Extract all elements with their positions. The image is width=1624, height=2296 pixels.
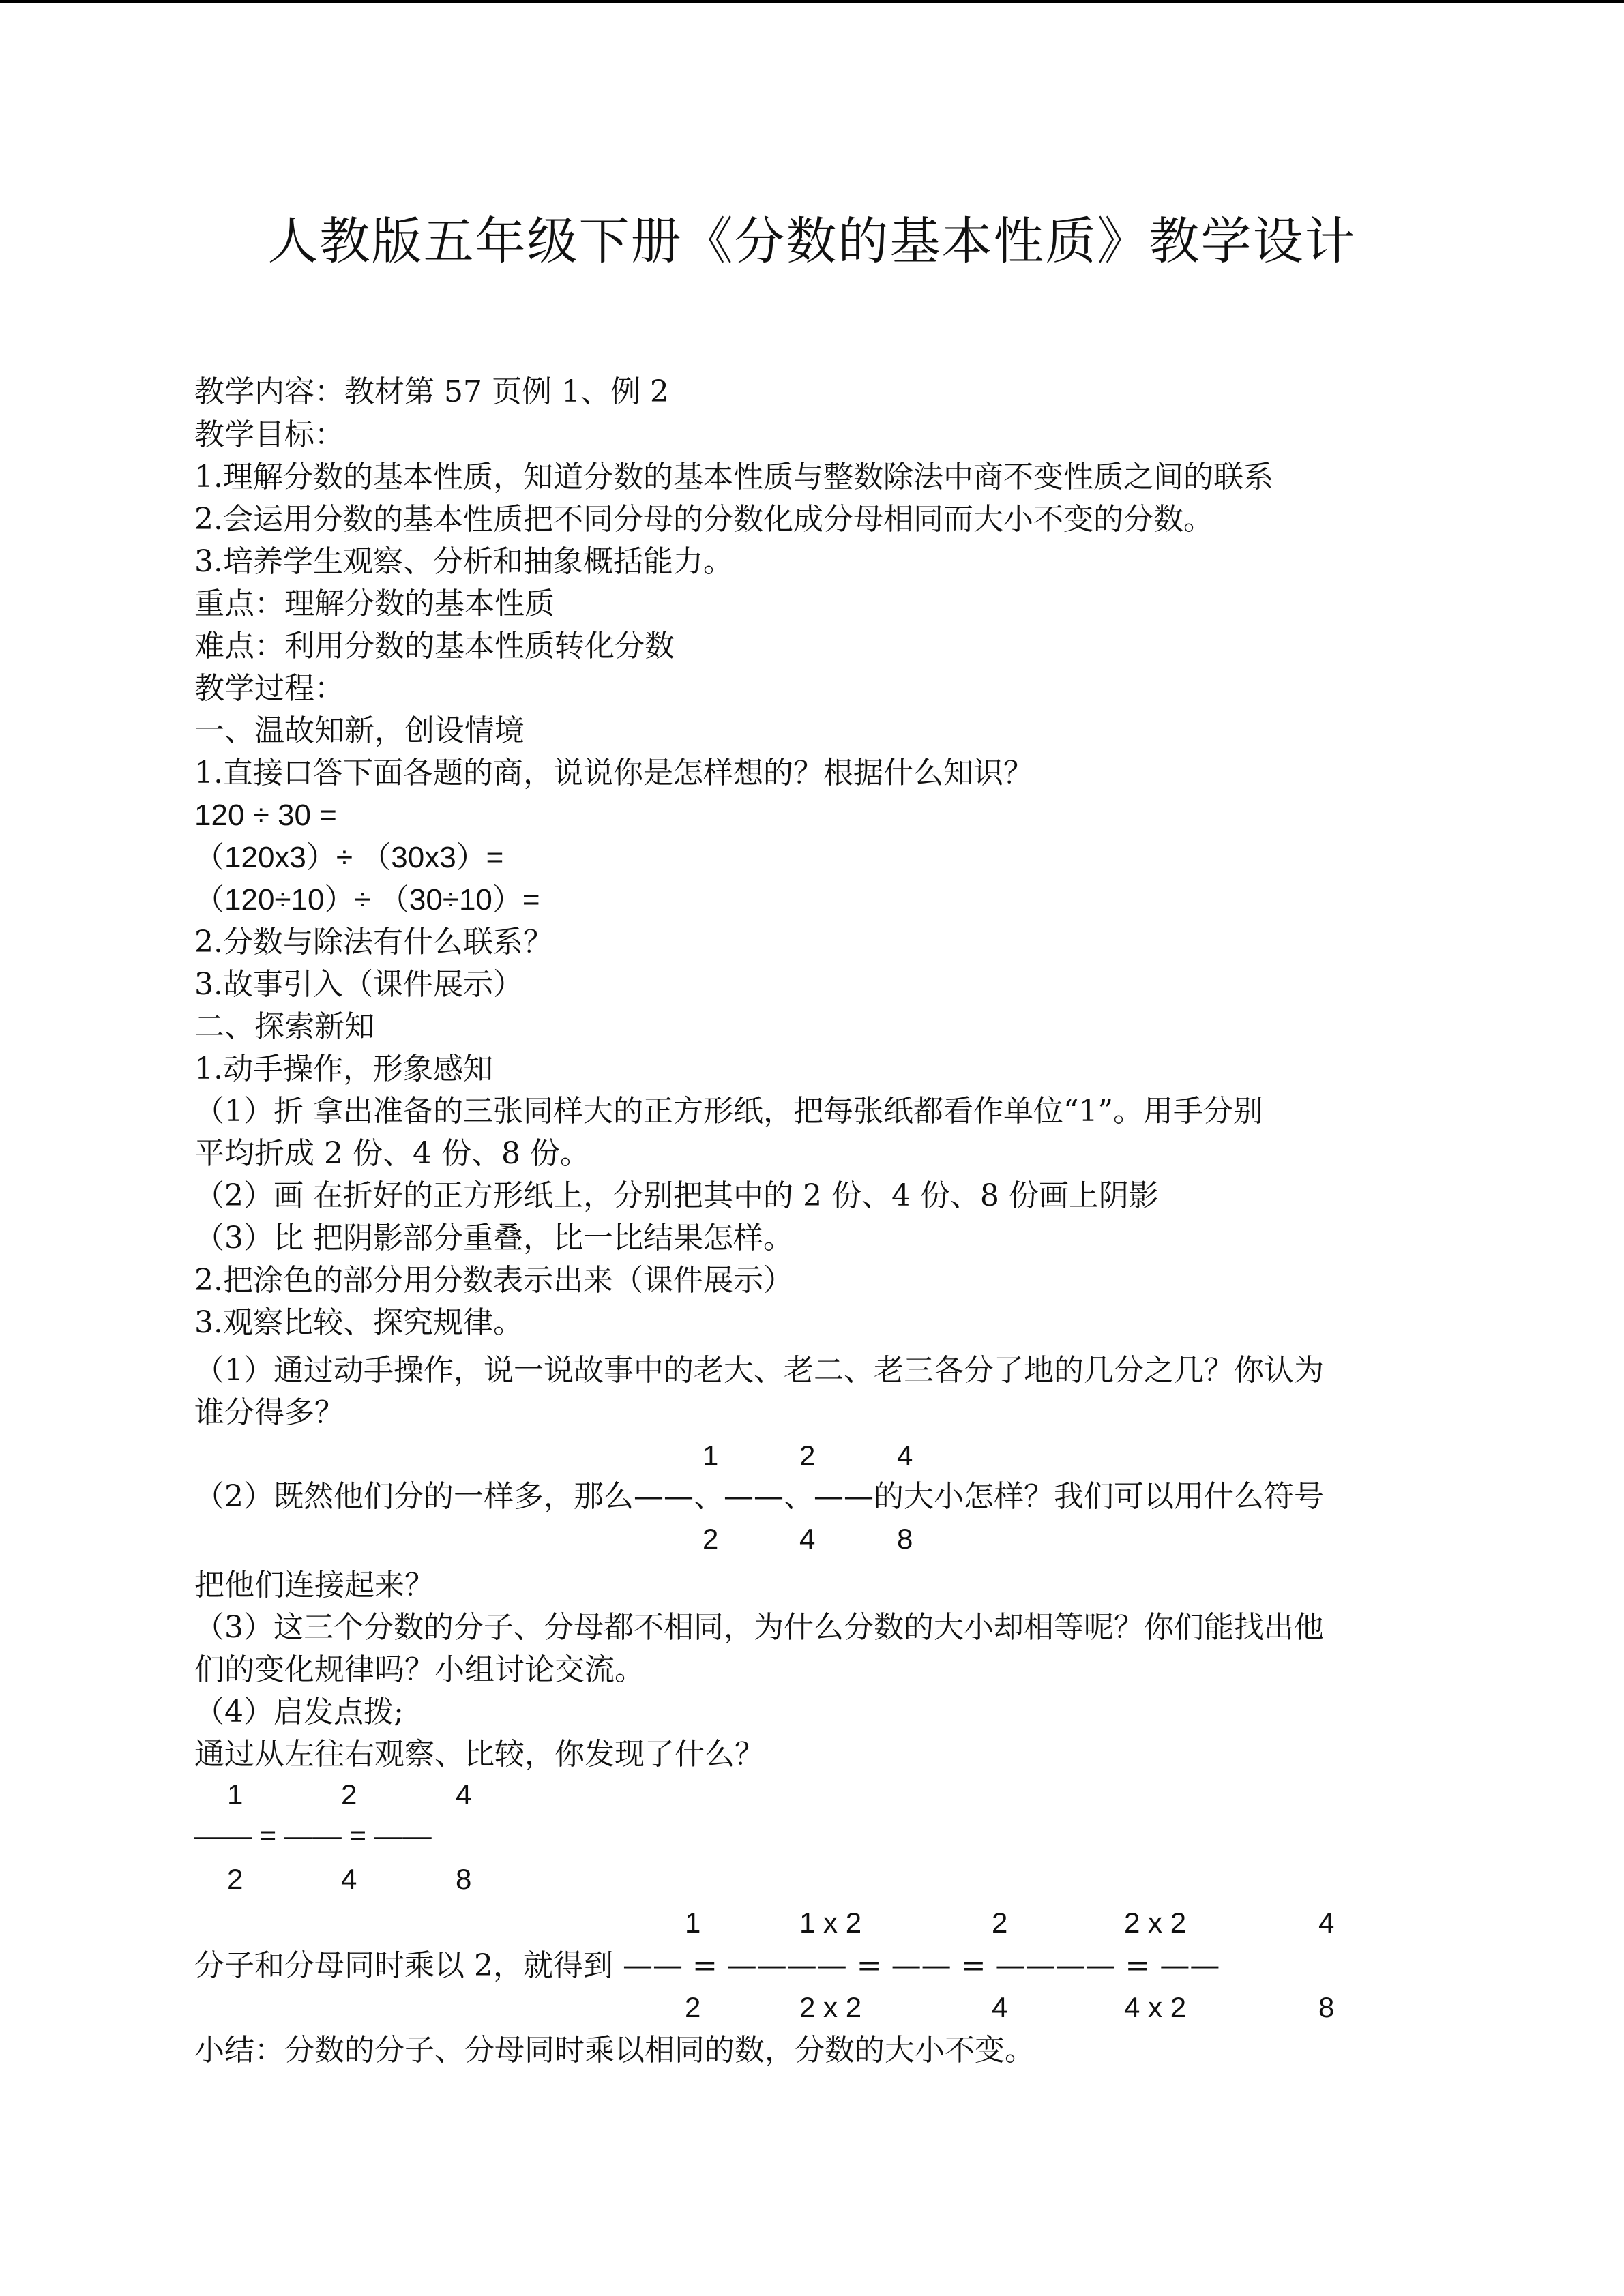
observation-3-line-2: 们的变化规律吗？小组讨论交流。 <box>194 1652 645 1687</box>
fraction-numerator: 1 <box>703 1440 719 1472</box>
step-1: 1.动手操作，形象感知 <box>194 1052 493 1086</box>
calculation-3: （120÷10）÷ （30÷10）= <box>194 883 540 916</box>
fraction-denominator: 2 <box>685 1991 701 2023</box>
fraction-numerator: 4 <box>1318 1907 1335 1939</box>
section-2-heading: 二、探索新知 <box>194 1009 374 1044</box>
fraction-numerator: 1 <box>685 1907 701 1939</box>
observe-prompt: 通过从左往右观察、比较，你发现了什么？ <box>194 1737 765 1772</box>
calculation-2: （120x3）÷ （30x3）= <box>194 841 504 874</box>
fraction-denominator: 2 <box>227 1863 243 1895</box>
fraction-denominator: 4 x 2 <box>1124 1991 1187 2023</box>
fraction-numerator: 2 <box>799 1440 816 1472</box>
step-3: 3.观察比较、探究规律。 <box>194 1305 523 1340</box>
fraction-denominator: 4 <box>992 1991 1008 2023</box>
observation-1-line-2: 谁分得多？ <box>194 1395 344 1430</box>
multiply-equation: 分子和分母同时乘以 2，就得到 —— = ———— = —— = ———— = —— <box>194 1948 1220 1983</box>
fraction-denominator: 8 <box>1318 1991 1335 2023</box>
key-point: 重点：理解分数的基本性质 <box>194 586 555 621</box>
observation-2-line-1: （2）既然他们分的一样多，那么——、——、——的大小怎样？我们可以用什么符号 <box>194 1479 1324 1514</box>
document-title: 人教版五年级下册《分数的基本性质》教学设计 <box>267 212 1357 271</box>
fraction-denominator: 8 <box>897 1523 913 1555</box>
goal-2: 2.会运用分数的基本性质把不同分母的分数化成分母相同而大小不变的分数。 <box>194 502 1213 537</box>
fraction-numerator: 4 <box>897 1440 913 1472</box>
fold-step-line-1: （1）折 拿出准备的三张同样大的正方形纸，把每张纸都看作单位“1”。用手分别 <box>194 1094 1263 1129</box>
difficulty: 难点：利用分数的基本性质转化分数 <box>194 629 675 664</box>
fraction-numerator: 2 <box>341 1778 357 1810</box>
observation-4: （4）启发点拨; <box>194 1695 404 1729</box>
fraction-denominator: 2 x 2 <box>799 1991 862 2023</box>
fold-step-line-2: 平均折成 2 份、4 份、8 份。 <box>194 1136 590 1171</box>
observation-2-line-2: 把他们连接起来？ <box>194 1568 434 1602</box>
fraction-numerator: 2 x 2 <box>1124 1907 1187 1939</box>
summary: 小结：分数的分子、分母同时乘以相同的数，分数的大小不变。 <box>194 2033 1035 2068</box>
fraction-denominator: 8 <box>456 1863 472 1895</box>
fraction-denominator: 4 <box>341 1863 357 1895</box>
equal-fractions-bar: —— = —— = —— <box>194 1819 432 1851</box>
fraction-denominator: 4 <box>799 1523 816 1555</box>
observation-3-line-1: （3）这三个分数的分子、分母都不相同，为什么分数的大小却相等呢？你们能找出他 <box>194 1610 1324 1645</box>
fraction-denominator: 2 <box>703 1523 719 1555</box>
question-2: 2.分数与除法有什么联系？ <box>194 925 553 959</box>
fraction-numerator: 1 <box>227 1778 243 1810</box>
question-1: 1.直接口答下面各题的商，说说你是怎样想的？根据什么知识？ <box>194 756 1033 790</box>
fraction-numerator: 4 <box>456 1778 472 1810</box>
section-1-heading: 一、温故知新，创设情境 <box>194 713 525 748</box>
fraction-numerator: 1 x 2 <box>799 1907 862 1939</box>
calculation-1: 120 ÷ 30 = <box>194 799 337 832</box>
compare-step: （3）比 把阴影部分重叠，比一比结果怎样。 <box>194 1221 793 1255</box>
observation-1-line-1: （1）通过动手操作，说一说故事中的老大、老二、老三各分了地的几分之几？你认为 <box>194 1353 1324 1388</box>
teaching-content: 教学内容：教材第 57 页例 1、例 2 <box>194 374 669 409</box>
draw-step: （2）画 在折好的正方形纸上，分别把其中的 2 份、4 份、8 份画上阴影 <box>194 1178 1159 1213</box>
process-heading: 教学过程： <box>194 671 344 706</box>
step-2: 2.把涂色的部分用分数表示出来（课件展示） <box>194 1263 793 1298</box>
goal-1: 1.理解分数的基本性质，知道分数的基本性质与整数除法中商不变性质之间的联系 <box>194 460 1273 494</box>
fraction-numerator: 2 <box>992 1907 1008 1939</box>
goals-heading: 教学目标： <box>194 417 344 452</box>
goal-3: 3.培养学生观察、分析和抽象概括能力。 <box>194 544 733 579</box>
question-3: 3.故事引入（课件展示） <box>194 967 523 1002</box>
